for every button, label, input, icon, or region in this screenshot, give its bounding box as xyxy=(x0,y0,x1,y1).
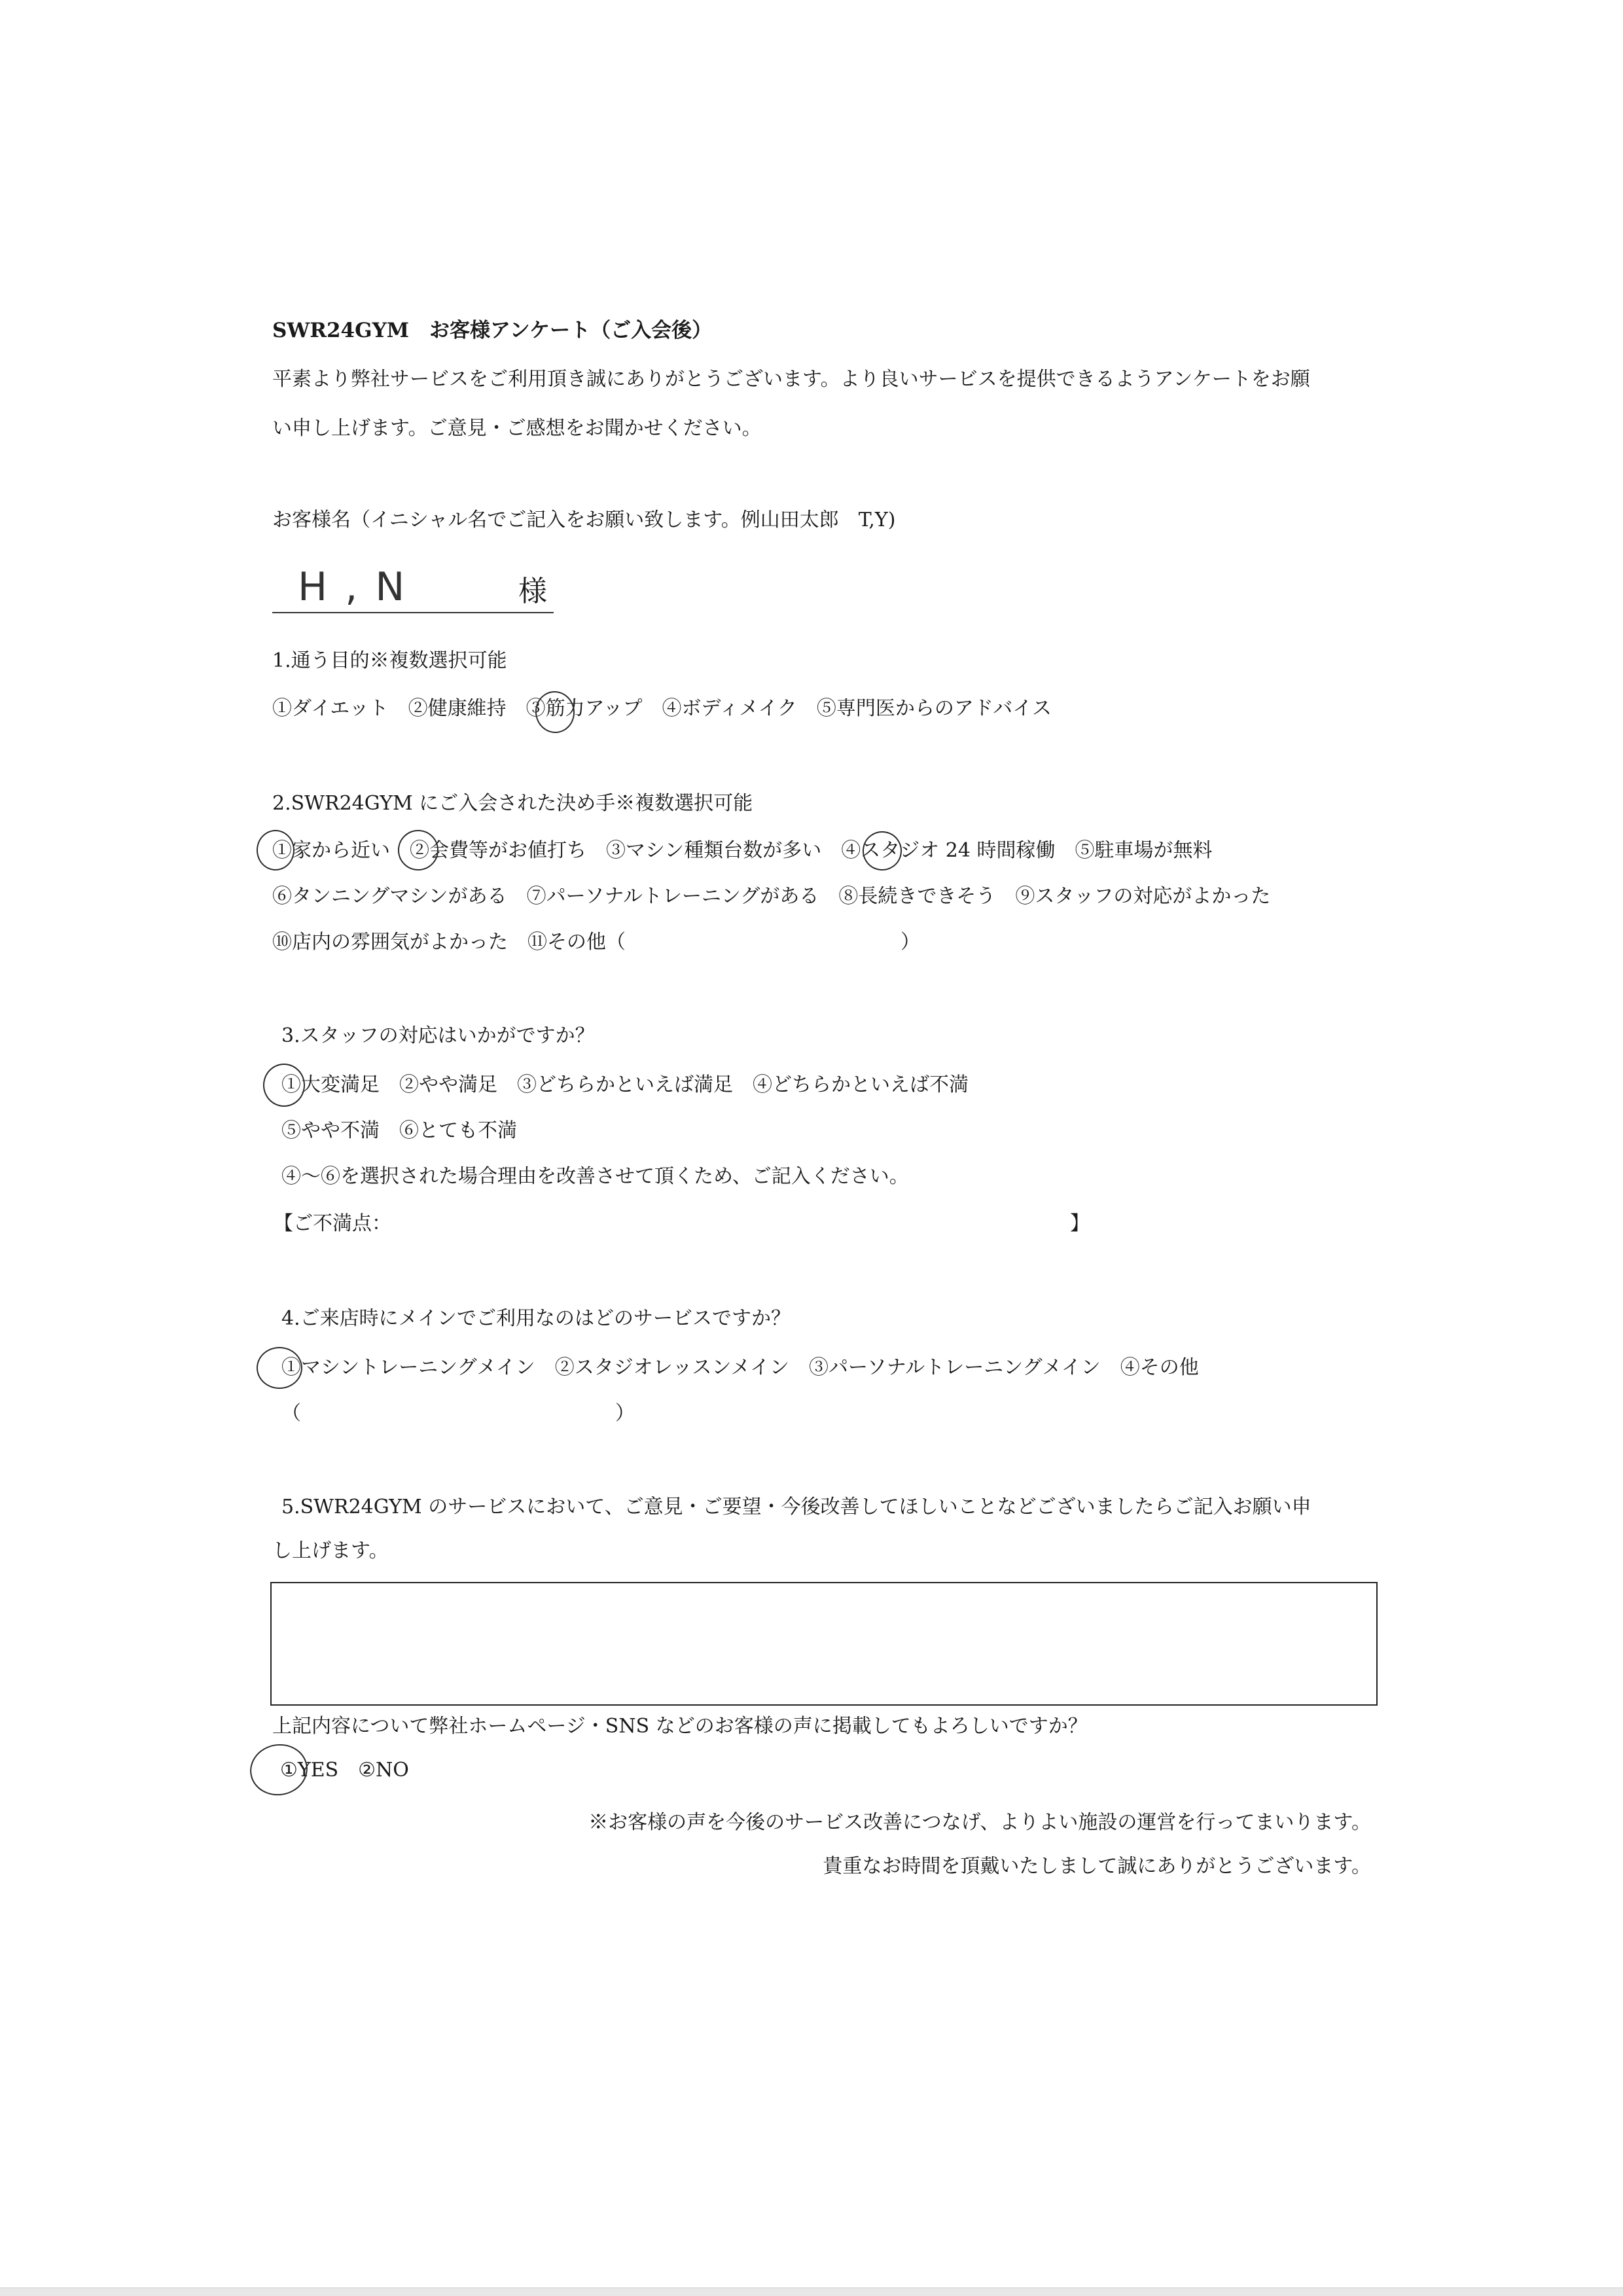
q2-options-line-1: ①家から近い ②会費等がお値打ち ③マシン種類台数が多い ④スタジオ 24 時間稼働 ⑤駐車場が無料 xyxy=(272,839,1213,862)
q3-complaint-close: 】 xyxy=(1070,1212,1090,1235)
q5-comment-box[interactable] xyxy=(270,1582,1378,1706)
scan-bottom-edge xyxy=(0,2287,1623,2296)
q2-selection-circle-4[interactable] xyxy=(859,827,905,874)
q2-selection-circle-1[interactable] xyxy=(257,830,294,870)
q4-question: 4.ご来店時にメインでご利用なのはどのサービスですか？ xyxy=(281,1307,791,1330)
q5-question-line-2: し上げます。 xyxy=(272,1539,389,1562)
customer-name-label: お客様名（イニシャル名でご記入をお願い致します。例山田太郎 T,Y) xyxy=(272,509,896,531)
publish-options: ①YES ②NO xyxy=(280,1759,409,1782)
intro-text-line-1: 平素より弊社サービスをご利用頂き誠にありがとうございます。より良いサービスを提供できるようアンケートをお願 xyxy=(272,368,1310,391)
q4-options-line-1: ①マシントレーニングメイン ②スタジオレッスンメイン ③パーソナルトレーニングメイン ④その他 xyxy=(281,1356,1199,1379)
q5-comment-text xyxy=(272,1583,1376,1607)
intro-text-line-2: い申し上げます。ご意見・ご感想をお聞かせください。 xyxy=(272,417,762,440)
q2-options-line-2: ⑥タンニングマシンがある ⑦パーソナルトレーニングがある ⑧長続きできそう ⑨スタッフの対応がよかった xyxy=(272,885,1271,908)
q3-complaint-label: 【ご不満点： xyxy=(274,1212,391,1235)
customer-honorific: 様 xyxy=(518,575,547,608)
q3-options-line-1: ①大変満足 ②やや満足 ③どちらかといえば満足 ④どちらかといえば不満 xyxy=(281,1073,969,1096)
customer-name-underline xyxy=(272,612,554,613)
q1-options: ①ダイエット ②健康維持 ③筋力アップ ④ボディメイク ⑤専門医からのアドバイス xyxy=(272,697,1052,720)
q4-options-line-2: （ ） xyxy=(281,1402,635,1425)
q2-options-line-3: ⑩店内の雰囲気がよかった ⑪その他（ ） xyxy=(272,931,920,954)
q1-question: 1.通う目的※複数選択可能 xyxy=(272,649,507,672)
q4-selection-circle-1[interactable] xyxy=(257,1347,302,1389)
publish-selection-circle-yes[interactable] xyxy=(246,1740,312,1800)
footer-note: ※お客様の声を今後のサービス改善につなげ、よりよい施設の運営を行ってまいります。 xyxy=(588,1811,1371,1834)
q3-options-line-2: ⑤やや不満 ⑥とても不満 xyxy=(281,1119,517,1142)
q2-selection-circle-2[interactable] xyxy=(398,830,438,870)
footer-thanks: 貴重なお時間を頂戴いたしまして誠にありがとうございます。 xyxy=(823,1855,1371,1878)
q3-selection-circle-1[interactable] xyxy=(263,1064,305,1107)
q1-selection-circle-3[interactable] xyxy=(533,689,577,736)
q3-question: 3.スタッフの対応はいかがですか？ xyxy=(281,1024,595,1047)
survey-title: SWR24GYM お客様アンケート（ご入会後） xyxy=(272,319,713,342)
q2-question: 2.SWR24GYM にご入会された決め手※複数選択可能 xyxy=(272,792,753,815)
customer-name-handwritten[interactable]: H , N xyxy=(298,564,408,610)
publish-question: 上記内容について弊社ホームページ・SNS などのお客様の声に掲載してもよろしいですか？ xyxy=(272,1715,1088,1738)
q5-question-line-1: 5.SWR24GYM のサービスにおいて、ご意見・ご要望・今後改善してほしいことなどございましたらご記入お願い申 xyxy=(281,1496,1311,1518)
q3-note: ④～⑥を選択された場合理由を改善させて頂くため、ご記入ください。 xyxy=(281,1165,909,1188)
